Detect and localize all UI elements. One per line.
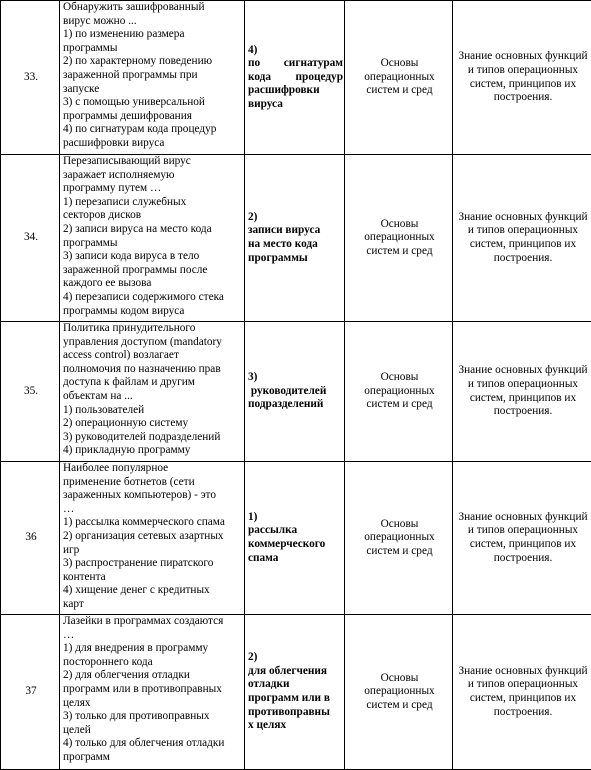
answer-line: записи вируса bbox=[248, 224, 343, 238]
question-line: 4) только для облегчения отладки bbox=[63, 737, 243, 751]
question-line: 4) хищение денег с кредитных bbox=[63, 584, 243, 598]
question-line: программ или в противоправных bbox=[63, 683, 243, 697]
correct-answer bbox=[245, 322, 345, 462]
question-line: программы дешифрования bbox=[63, 110, 243, 124]
question-line: 3) распространение пиратского bbox=[63, 557, 243, 571]
answer-line: спама bbox=[248, 552, 343, 566]
answer-line: по сигнатурам bbox=[248, 57, 343, 71]
question-text bbox=[60, 1, 245, 155]
question-line: целей bbox=[63, 724, 243, 738]
answer-line: 3) bbox=[248, 371, 343, 385]
question-text bbox=[60, 155, 245, 322]
correct-answer bbox=[245, 155, 345, 322]
answer-line: на место кода bbox=[248, 238, 343, 252]
question-line: программ bbox=[63, 751, 243, 765]
question-line: 3) с помощью универсальной bbox=[63, 96, 243, 110]
question-line: Политика принудительного bbox=[63, 322, 243, 336]
answer-line: противоправны bbox=[248, 706, 343, 720]
table-row bbox=[1, 322, 591, 462]
question-text bbox=[60, 462, 245, 615]
question-line: секторов дисков bbox=[63, 209, 243, 223]
answer-line: кода процедур bbox=[248, 71, 343, 85]
question-line: программу путем … bbox=[63, 182, 243, 196]
question-line: 2) организация сетевых азартных bbox=[63, 530, 243, 544]
competence-text: Знание основных функций и типов операционных систем, принципов их построения. bbox=[453, 615, 591, 770]
question-line: 1) перезаписи служебных bbox=[63, 196, 243, 210]
question-text bbox=[60, 615, 245, 770]
competence-text: Знание основных функций и типов операционных систем, принципов их построения. bbox=[453, 322, 591, 462]
question-line: 1) рассылка коммерческого спама bbox=[63, 516, 243, 530]
question-line: программы кодом вируса bbox=[63, 305, 243, 319]
question-line: 4) прикладную программу bbox=[63, 444, 243, 458]
question-line: 3) только для противоправных bbox=[63, 710, 243, 724]
question-line: 1) для внедрения в программу bbox=[63, 642, 243, 656]
section-name: Основы операционных систем и сред bbox=[345, 615, 453, 770]
section-name: Основы операционных систем и сред bbox=[345, 322, 453, 462]
question-line: 2) по характерному поведению bbox=[63, 55, 243, 69]
answer-line: программ или в bbox=[248, 692, 343, 706]
answer-line: расшифровки bbox=[248, 84, 343, 98]
section-name: Основы операционных систем и сред bbox=[345, 1, 453, 155]
question-line: 3) руководителей подразделений bbox=[63, 431, 243, 445]
table-row bbox=[1, 462, 591, 615]
section-name: Основы операционных систем и сред bbox=[345, 462, 453, 615]
competence-text: Знание основных функций и типов операционных систем, принципов их построения. bbox=[453, 155, 591, 322]
question-line: Лазейки в программах создаются bbox=[63, 615, 243, 629]
question-line: управления доступом (mandatory bbox=[63, 336, 243, 350]
question-line: зараженной программы после bbox=[63, 264, 243, 278]
question-line: заражает исполняемую bbox=[63, 169, 243, 183]
question-line: контента bbox=[63, 571, 243, 585]
answer-line: 2) bbox=[248, 651, 343, 665]
question-line: полномочия по назначению прав bbox=[63, 363, 243, 377]
answer-line: программы bbox=[248, 252, 343, 266]
correct-answer bbox=[245, 462, 345, 615]
answer-line: отладки bbox=[248, 678, 343, 692]
table-row bbox=[1, 155, 591, 322]
question-line: игр bbox=[63, 544, 243, 558]
question-line: каждого ее вызова bbox=[63, 277, 243, 291]
question-number: 34. bbox=[1, 155, 60, 322]
question-number: 36 bbox=[1, 462, 60, 615]
table-row bbox=[1, 1, 591, 155]
answer-line: для облегчения bbox=[248, 665, 343, 679]
question-line: целях bbox=[63, 697, 243, 711]
question-line: 1) пользователей bbox=[63, 404, 243, 418]
question-line: расшифровки вируса bbox=[63, 137, 243, 151]
correct-answer bbox=[245, 1, 345, 155]
question-line: access control) возлагает bbox=[63, 349, 243, 363]
question-line: Перезаписывающий вирус bbox=[63, 155, 243, 169]
answer-line: подразделений bbox=[248, 398, 343, 412]
question-line: программы bbox=[63, 42, 243, 56]
question-number: 35. bbox=[1, 322, 60, 462]
question-line: карт bbox=[63, 598, 243, 612]
question-line: Наиболее популярное bbox=[63, 462, 243, 476]
question-line: 2) для облегчения отладки bbox=[63, 669, 243, 683]
question-line: постороннего кода bbox=[63, 656, 243, 670]
question-line: … bbox=[63, 629, 243, 643]
question-line: … bbox=[63, 503, 243, 517]
competence-text: Знание основных функций и типов операционных систем, принципов их построения. bbox=[453, 462, 591, 615]
question-line: применение ботнетов (сети bbox=[63, 476, 243, 490]
table-row bbox=[1, 615, 591, 770]
question-line: зараженных компьютеров) - это bbox=[63, 489, 243, 503]
question-line: 2) операционную систему bbox=[63, 417, 243, 431]
question-text bbox=[60, 322, 245, 462]
question-line: 4) перезаписи содержимого стека bbox=[63, 291, 243, 305]
question-line: объектам на ... bbox=[63, 390, 243, 404]
question-line: 2) записи вируса на место кода bbox=[63, 223, 243, 237]
answer-line: 4) bbox=[248, 44, 343, 58]
question-line: доступа к файлам и другим bbox=[63, 376, 243, 390]
question-line: программы bbox=[63, 237, 243, 251]
section-name: Основы операционных систем и сред bbox=[345, 155, 453, 322]
answer-line: х целях bbox=[248, 719, 343, 733]
question-line: 1) по изменению размера bbox=[63, 28, 243, 42]
answer-line: коммерческого bbox=[248, 538, 343, 552]
question-number: 33. bbox=[1, 1, 60, 155]
answer-line: рассылка bbox=[248, 524, 343, 538]
correct-answer bbox=[245, 615, 345, 770]
answer-line: вируса bbox=[248, 98, 343, 112]
answer-line: 2) bbox=[248, 211, 343, 225]
answer-line: 1) bbox=[248, 511, 343, 525]
question-line: 4) по сигнатурам кода процедур bbox=[63, 123, 243, 137]
question-line: 3) записи кода вируса в тело bbox=[63, 250, 243, 264]
question-line: Обнаружить зашифрованный bbox=[63, 1, 243, 15]
question-number: 37 bbox=[1, 615, 60, 770]
question-line: запуске bbox=[63, 83, 243, 97]
question-line: вирус можно ... bbox=[63, 15, 243, 29]
answer-line: руководителей bbox=[248, 385, 343, 399]
competence-text: Знание основных функций и типов операционных систем, принципов их построения. bbox=[453, 1, 591, 155]
question-line: зараженной программы при bbox=[63, 69, 243, 83]
